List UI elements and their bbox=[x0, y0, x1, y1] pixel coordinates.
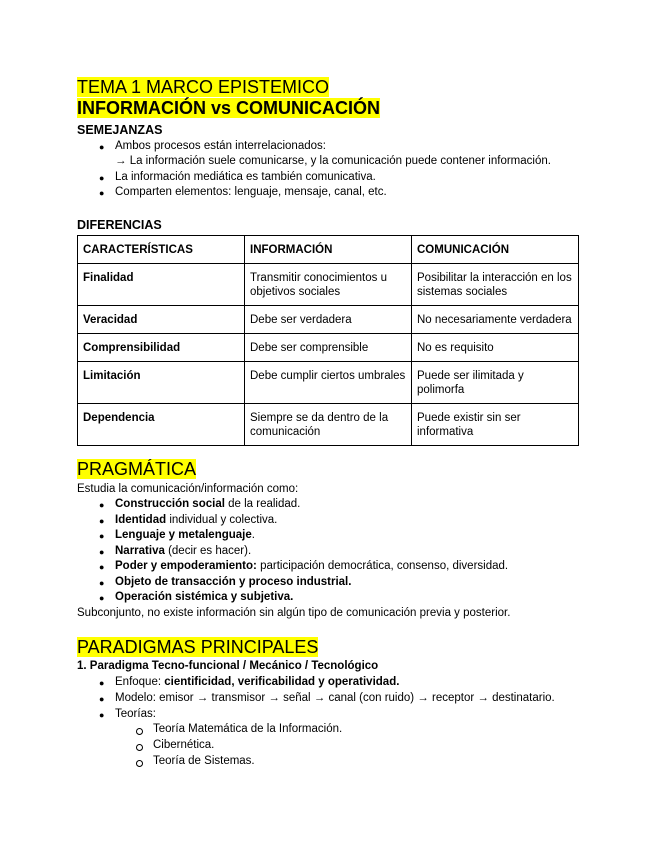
pragmatica-item: Lenguaje y metalenguaje. bbox=[115, 529, 255, 541]
pragmatica-intro: Estudia la comunicación/información como: bbox=[77, 483, 299, 495]
bullet-icon: ● bbox=[99, 578, 105, 588]
bullet-icon: ● bbox=[99, 173, 105, 183]
table-cell: No es requisito bbox=[412, 334, 579, 362]
bullet-icon: ● bbox=[99, 678, 105, 688]
row-label: Limitación bbox=[78, 362, 245, 404]
tema-heading: TEMA 1 MARCO EPISTEMICO bbox=[77, 77, 330, 97]
pragmatica-heading: PRAGMÁTICA bbox=[77, 459, 197, 479]
column-header: CARACTERÍSTICAS bbox=[78, 236, 245, 264]
table-row bbox=[78, 404, 579, 446]
hollow-bullet-icon bbox=[136, 728, 143, 735]
pragmatica-item: Narrativa (decir es hacer). bbox=[115, 545, 252, 557]
row-label: Veracidad bbox=[78, 306, 245, 334]
table-cell: Posibilitar la interacción en los sistemas sociales bbox=[412, 264, 579, 306]
table-row bbox=[78, 334, 579, 362]
hollow-bullet-icon bbox=[136, 760, 143, 767]
table-cell: Siempre se da dentro de la comunicación bbox=[245, 404, 412, 446]
bullet-icon: ● bbox=[99, 710, 105, 720]
table-row bbox=[78, 264, 579, 306]
bullet-icon: ● bbox=[99, 188, 105, 198]
diferencias-table bbox=[77, 235, 579, 446]
enfoque-line: Enfoque: cientificidad, verificabilidad y operatividad. bbox=[115, 676, 400, 688]
bullet-icon: ● bbox=[99, 694, 105, 704]
pragmatica-item: Construcción social de la realidad. bbox=[115, 498, 301, 510]
bullet-icon: ● bbox=[99, 142, 105, 152]
row-label: Comprensibilidad bbox=[78, 334, 245, 362]
column-header: COMUNICACIÓN bbox=[412, 236, 579, 264]
teoria-item: Teoría Matemática de la Información. bbox=[153, 723, 343, 735]
bullet-icon: ● bbox=[99, 593, 105, 603]
bullet-icon: ● bbox=[99, 531, 105, 541]
semejanza-item: Comparten elementos: lenguaje, mensaje, canal, etc. bbox=[115, 186, 387, 198]
table-cell: Debe cumplir ciertos umbrales bbox=[245, 362, 412, 404]
row-label: Dependencia bbox=[78, 404, 245, 446]
semejanza-item: → La información suele comunicarse, y la comunicación puede contener información. bbox=[115, 155, 551, 167]
teoria-item: Teoría de Sistemas. bbox=[153, 755, 255, 767]
semejanza-item: La información mediática es también comunicativa. bbox=[115, 171, 376, 183]
semejanza-item: Ambos procesos están interrelacionados: bbox=[115, 140, 326, 152]
table-cell: Puede existir sin ser informativa bbox=[412, 404, 579, 446]
pragmatica-item: Objeto de transacción y proceso industrial. bbox=[115, 576, 352, 588]
table-cell: Debe ser verdadera bbox=[245, 306, 412, 334]
column-header: INFORMACIÓN bbox=[245, 236, 412, 264]
bullet-icon: ● bbox=[99, 547, 105, 557]
pragmatica-item: Poder y empoderamiento: participación democrática, consenso, diversidad. bbox=[115, 560, 509, 572]
table-row bbox=[78, 362, 579, 404]
page-title: INFORMACIÓN vs COMUNICACIÓN bbox=[77, 98, 381, 118]
semejanzas-heading: SEMEJANZAS bbox=[77, 123, 163, 137]
row-label: Finalidad bbox=[78, 264, 245, 306]
diferencias-heading: DIFERENCIAS bbox=[77, 218, 162, 232]
table-header-row bbox=[78, 236, 579, 264]
bullet-icon: ● bbox=[99, 562, 105, 572]
bullet-icon: ● bbox=[99, 516, 105, 526]
paradigma-1-title: 1. Paradigma Tecno-funcional / Mecánico / Tecnológico bbox=[77, 660, 379, 672]
table-cell: No necesariamente verdadera bbox=[412, 306, 579, 334]
teoria-item: Cibernética. bbox=[153, 739, 215, 751]
table-cell: Puede ser ilimitada y polimorfa bbox=[412, 362, 579, 404]
bullet-icon: ● bbox=[99, 500, 105, 510]
pragmatica-item: Operación sistémica y subjetiva. bbox=[115, 591, 294, 603]
modelo-line: Modelo: emisor → transmisor → señal → canal (con ruido) → receptor → destinatario. bbox=[115, 692, 555, 704]
table-row bbox=[78, 306, 579, 334]
pragmatica-closing: Subconjunto, no existe información sin algún tipo de comunicación previa y posterior. bbox=[77, 607, 511, 619]
pragmatica-item: Identidad individual y colectiva. bbox=[115, 514, 278, 526]
table-cell: Debe ser comprensible bbox=[245, 334, 412, 362]
table-cell: Transmitir conocimientos u objetivos sociales bbox=[245, 264, 412, 306]
teorias-label: Teorías: bbox=[115, 708, 156, 720]
hollow-bullet-icon bbox=[136, 744, 143, 751]
paradigmas-heading: PARADIGMAS PRINCIPALES bbox=[77, 637, 319, 657]
